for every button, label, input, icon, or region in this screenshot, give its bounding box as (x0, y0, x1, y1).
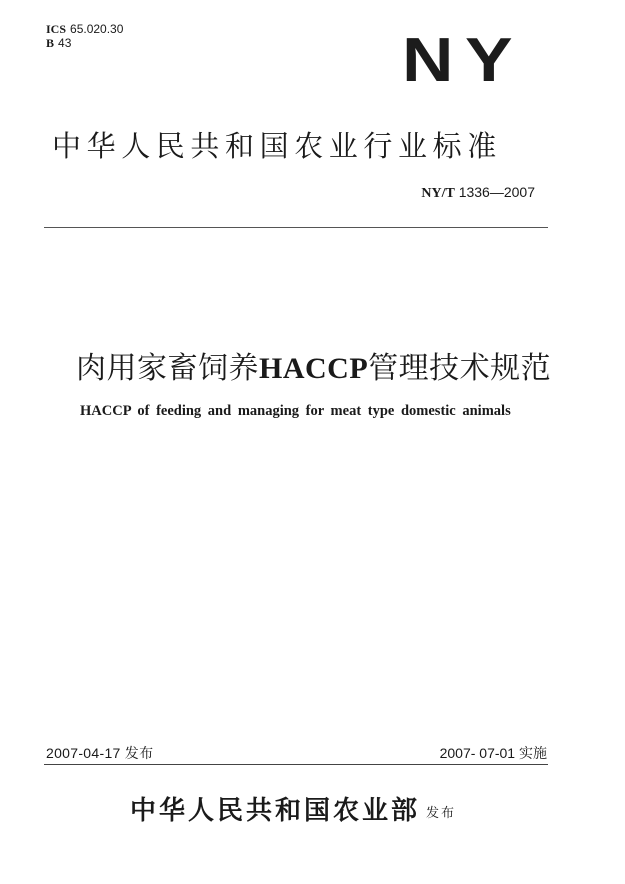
class-label: B (46, 36, 55, 50)
ics-classification (46, 22, 123, 50)
header-divider (44, 227, 548, 228)
document-title-en: HACCP of feeding and managing for meat type domestic animals (80, 403, 511, 419)
standard-number-prefix: NY/T (421, 186, 455, 201)
standard-title: 中华人民共和国农业行业标准 (52, 129, 502, 163)
standard-number (421, 184, 535, 202)
ics-label: ICS (46, 22, 67, 36)
implement-date: 2007- 07-01 实施 (439, 745, 547, 761)
title-cn-suffix: 管理技术规范 (368, 351, 552, 386)
class-code: 43 (58, 36, 72, 50)
footer-divider (44, 764, 548, 765)
ny-logo: NY (402, 26, 525, 95)
standard-number-value: 1336—2007 (458, 184, 535, 200)
publish-date: 2007-04-17 发布 (46, 745, 154, 761)
ics-code: 65.020.30 (70, 22, 124, 36)
document-title-cn (76, 343, 551, 387)
title-cn-latin: HACCP (259, 352, 369, 385)
issuer-name: 中华人民共和国农业部 (130, 796, 421, 826)
issuer-suffix: 发布 (426, 806, 457, 821)
title-cn-prefix: 肉用家畜饲养 (76, 351, 259, 386)
